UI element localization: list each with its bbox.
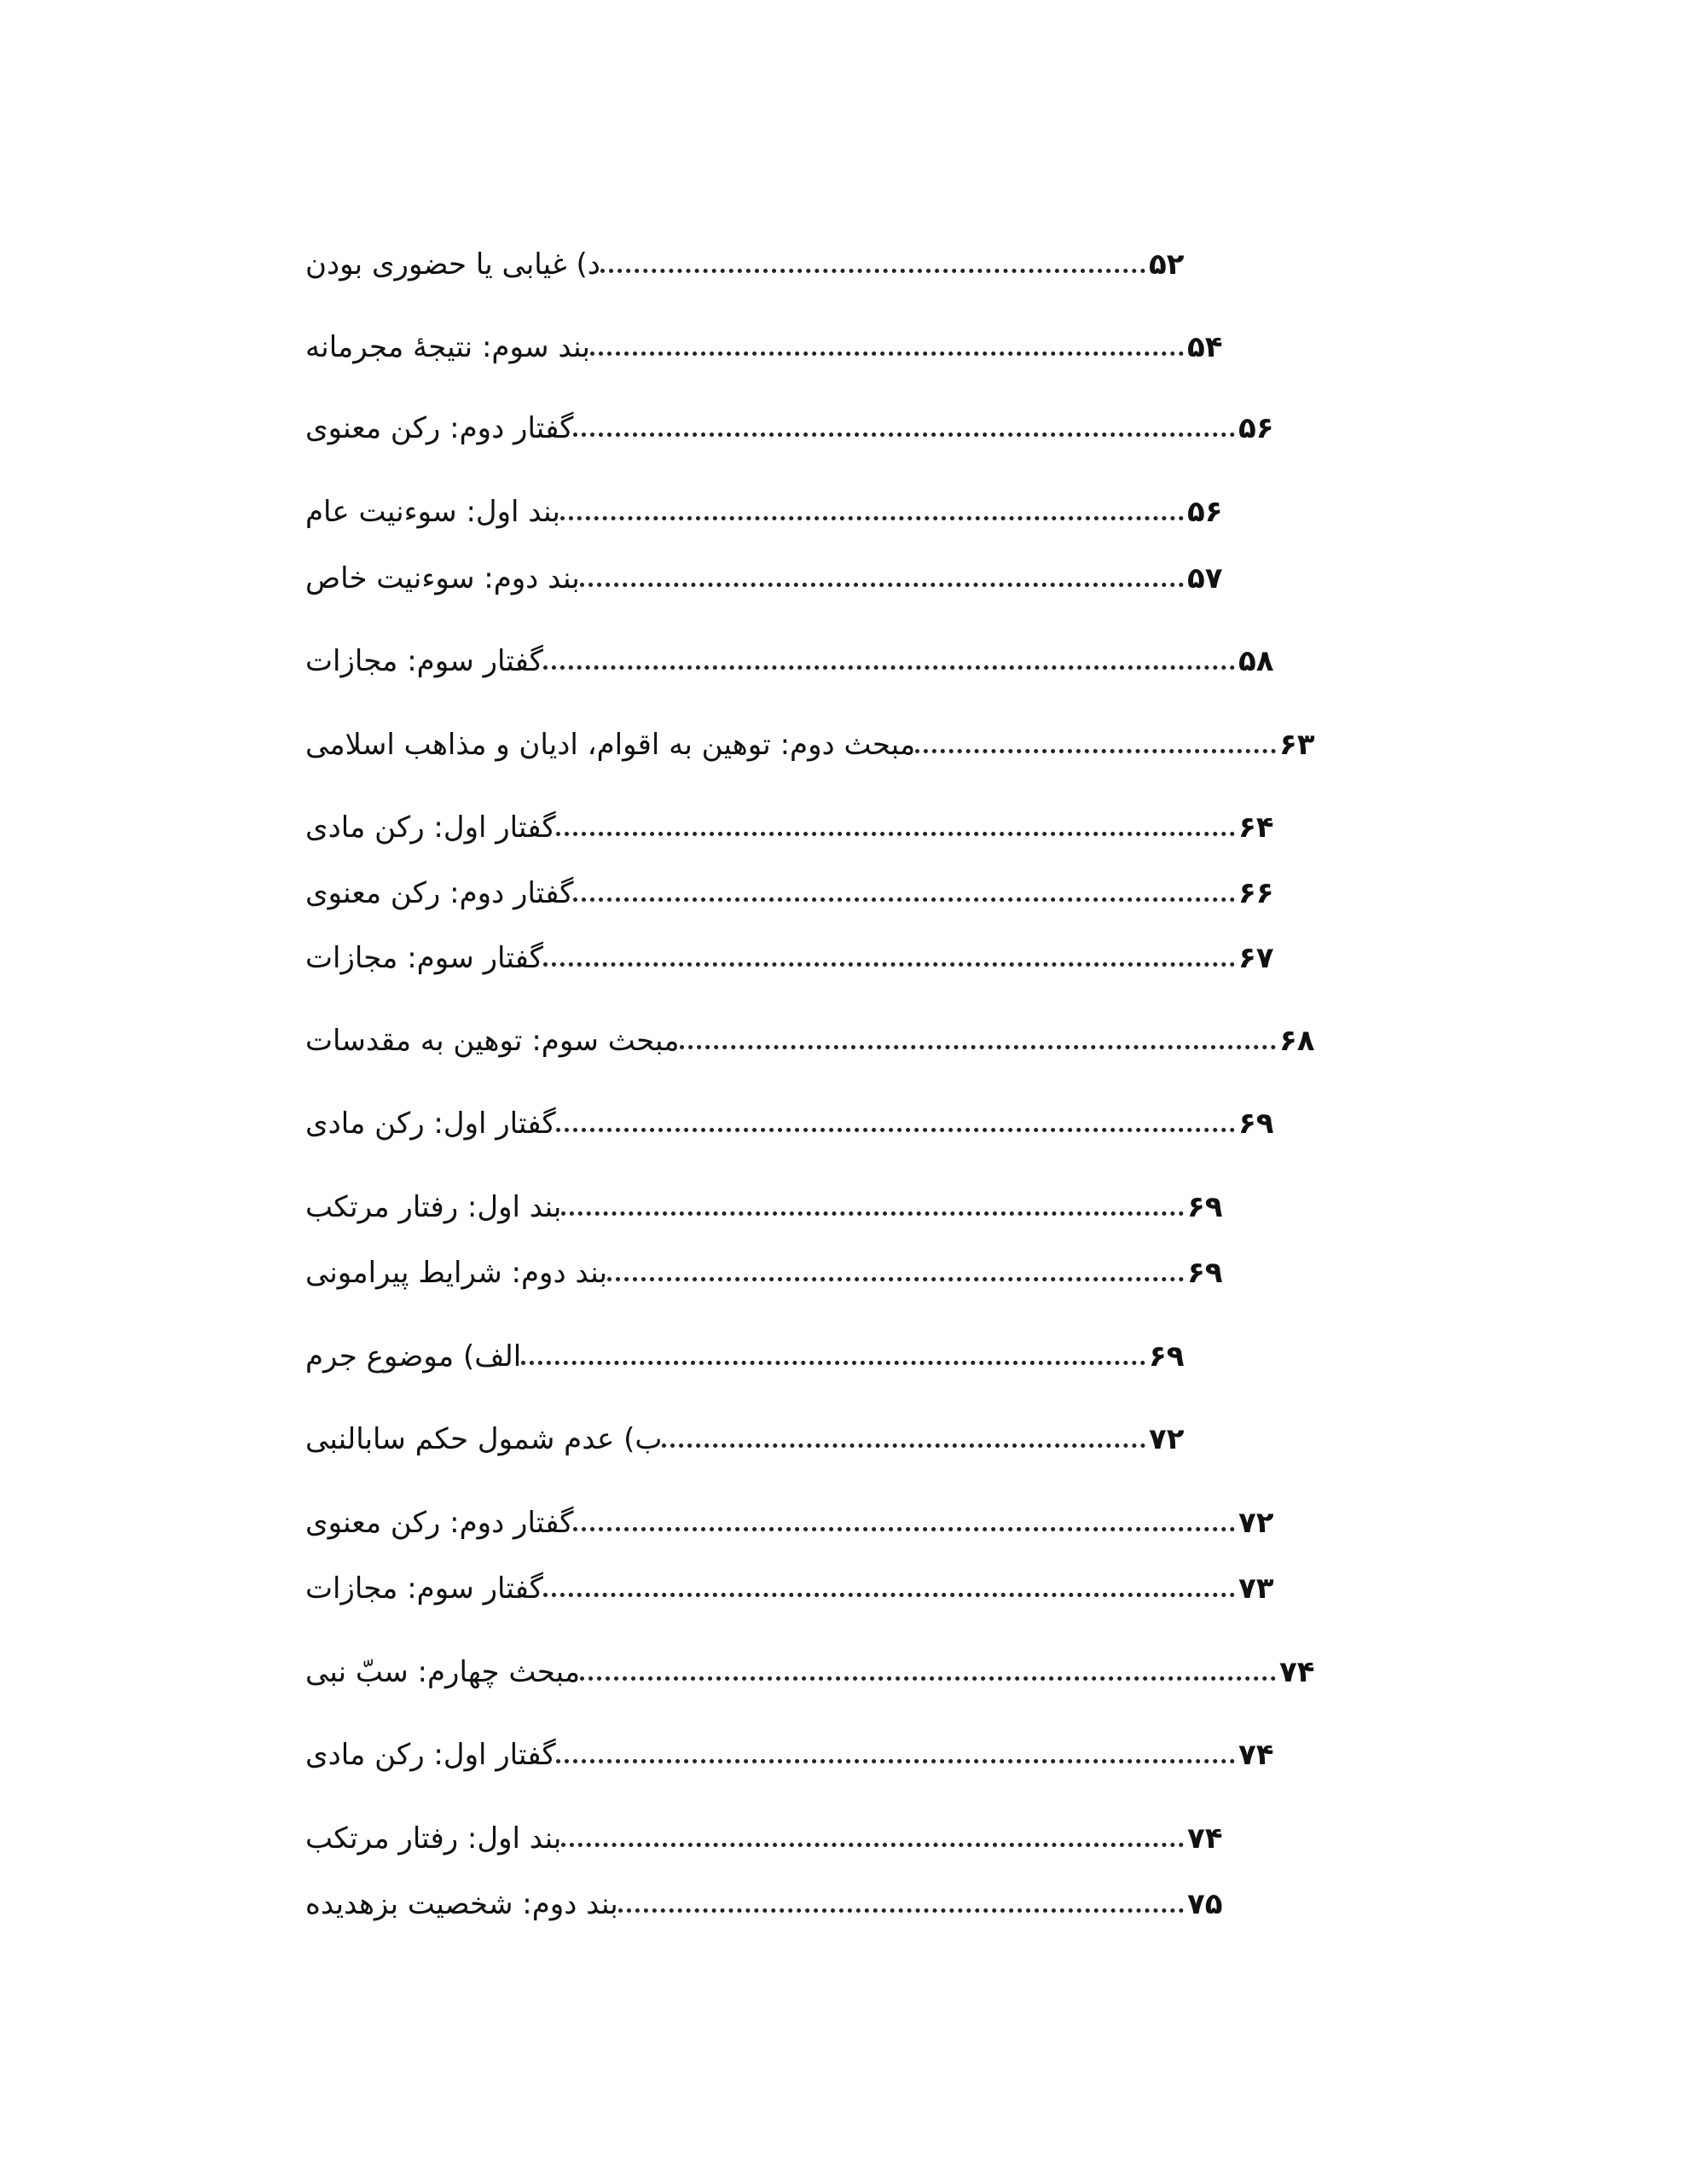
toc-entry-page: ۶۴ [1238,810,1274,845]
toc-entry [299,1327,1224,1386]
toc-entry-title: مبحث چهارم: سبّ نبی [305,1655,581,1689]
toc-entry-page: ۶۸ [1279,1024,1315,1058]
toc-entry-title: بند اول: سوءنیت عام [305,495,560,529]
dot-leader [600,269,1145,273]
dot-leader [560,516,1184,520]
dot-leader [915,749,1276,753]
toc-entry [299,928,1313,988]
toc-entry-page: ۵۶ [1238,411,1274,445]
toc-entry-page: ۷۳ [1238,1571,1274,1606]
toc-entry-title: گفتار دوم: رکن معنوی [305,411,574,445]
toc-entry-page: ۵۸ [1238,644,1274,678]
toc-entry-page: ۷۲ [1149,1422,1185,1456]
toc-entry-page: ۷۴ [1187,1821,1223,1856]
toc-entry-title: گفتار دوم: رکن معنوی [305,1506,574,1540]
toc-entry-title: گفتار سوم: مجازات [305,1571,543,1606]
dot-leader [561,1211,1184,1216]
toc-entry [299,1642,1354,1702]
toc-entry-page: ۷۴ [1238,1738,1274,1772]
toc-entry-title: ب) عدم شمول حکم سابالنبی [305,1422,663,1456]
toc-entry-page: ۶۹ [1187,1190,1223,1224]
toc-entry-title: گفتار اول: رکن مادی [305,810,556,845]
dot-leader [543,962,1235,967]
toc-entry-title: مبحث سوم: توهین به مقدسات [305,1024,680,1058]
toc-entry-title: بند اول: رفتار مرتکب [305,1190,562,1224]
toc-entry [299,1243,1262,1303]
dot-leader [543,1593,1235,1597]
dot-leader [680,1045,1277,1049]
toc-entry [299,1493,1313,1553]
toc-entry [299,863,1313,923]
dot-leader [573,433,1235,437]
toc-entry-title: بند دوم: شرایط پیرامونی [305,1256,607,1290]
toc-entry [299,1409,1224,1469]
toc-entry-title: بند دوم: سوءنیت خاص [305,561,580,595]
dot-leader [556,1759,1235,1763]
dot-leader [607,1277,1184,1281]
dot-leader [590,351,1184,356]
dot-leader [618,1908,1184,1913]
toc-entry [299,798,1313,857]
toc-entry [299,1725,1313,1785]
toc-entry-page: ۶۳ [1279,728,1315,762]
toc-entry [299,398,1313,458]
toc-entry [299,631,1313,691]
toc-entry-page: ۵۷ [1187,561,1223,595]
toc-entry-title: بند دوم: شخصیت بزهدیده [305,1887,618,1921]
toc-entry-title: گفتار سوم: مجازات [305,941,543,975]
dot-leader [662,1443,1145,1448]
dot-leader [580,583,1184,587]
toc-entry-title: الف) موضوع جرم [305,1339,522,1374]
toc-entry-page: ۶۹ [1238,1107,1274,1141]
toc-entry-page: ۶۶ [1238,876,1274,910]
dot-leader [573,1527,1235,1531]
toc-entry [299,1177,1262,1237]
dot-leader [580,1676,1276,1681]
toc-entry-page: ۷۲ [1238,1506,1274,1540]
toc-entry [299,1559,1313,1618]
toc-entry-title: مبحث دوم: توهین به اقوام، ادیان و مذاهب اسلامی [305,728,916,762]
toc-entry-page: ۵۴ [1187,330,1223,364]
toc-entry-page: ۷۴ [1279,1655,1315,1689]
toc-entry [299,1011,1354,1071]
toc-entry-title: بند اول: رفتار مرتکب [305,1821,562,1856]
toc-entry-title: گفتار اول: رکن مادی [305,1738,556,1772]
dot-leader [561,1843,1184,1847]
toc-entry [299,235,1224,294]
dot-leader [521,1361,1145,1365]
toc-entry [299,549,1262,608]
toc-entry-page: ۶۷ [1238,941,1274,975]
toc-entry [299,482,1262,542]
toc-entry-page: ۶۹ [1187,1256,1223,1290]
dot-leader [543,665,1235,670]
toc-entry [299,317,1262,377]
toc-entry [299,1094,1313,1153]
toc-entry-page: ۵۲ [1149,247,1185,282]
toc-entry-title: بند سوم: نتیجهٔ مجرمانه [305,330,590,364]
dot-leader [556,832,1235,836]
dot-leader [556,1128,1235,1132]
toc-entry [299,1809,1262,1868]
toc-entry-title: گفتار سوم: مجازات [305,644,543,678]
toc-entry-title: گفتار دوم: رکن معنوی [305,876,574,910]
toc-entry-page: ۷۵ [1187,1887,1223,1921]
toc-entry-page: ۵۶ [1187,495,1223,529]
toc-entry [299,1874,1262,1934]
dot-leader [573,897,1235,902]
toc-entry [299,715,1354,775]
toc-entry-title: د) غیابی یا حضوری بودن [305,247,600,282]
toc-entry-title: گفتار اول: رکن مادی [305,1107,556,1141]
toc-entry-page: ۶۹ [1149,1339,1185,1374]
